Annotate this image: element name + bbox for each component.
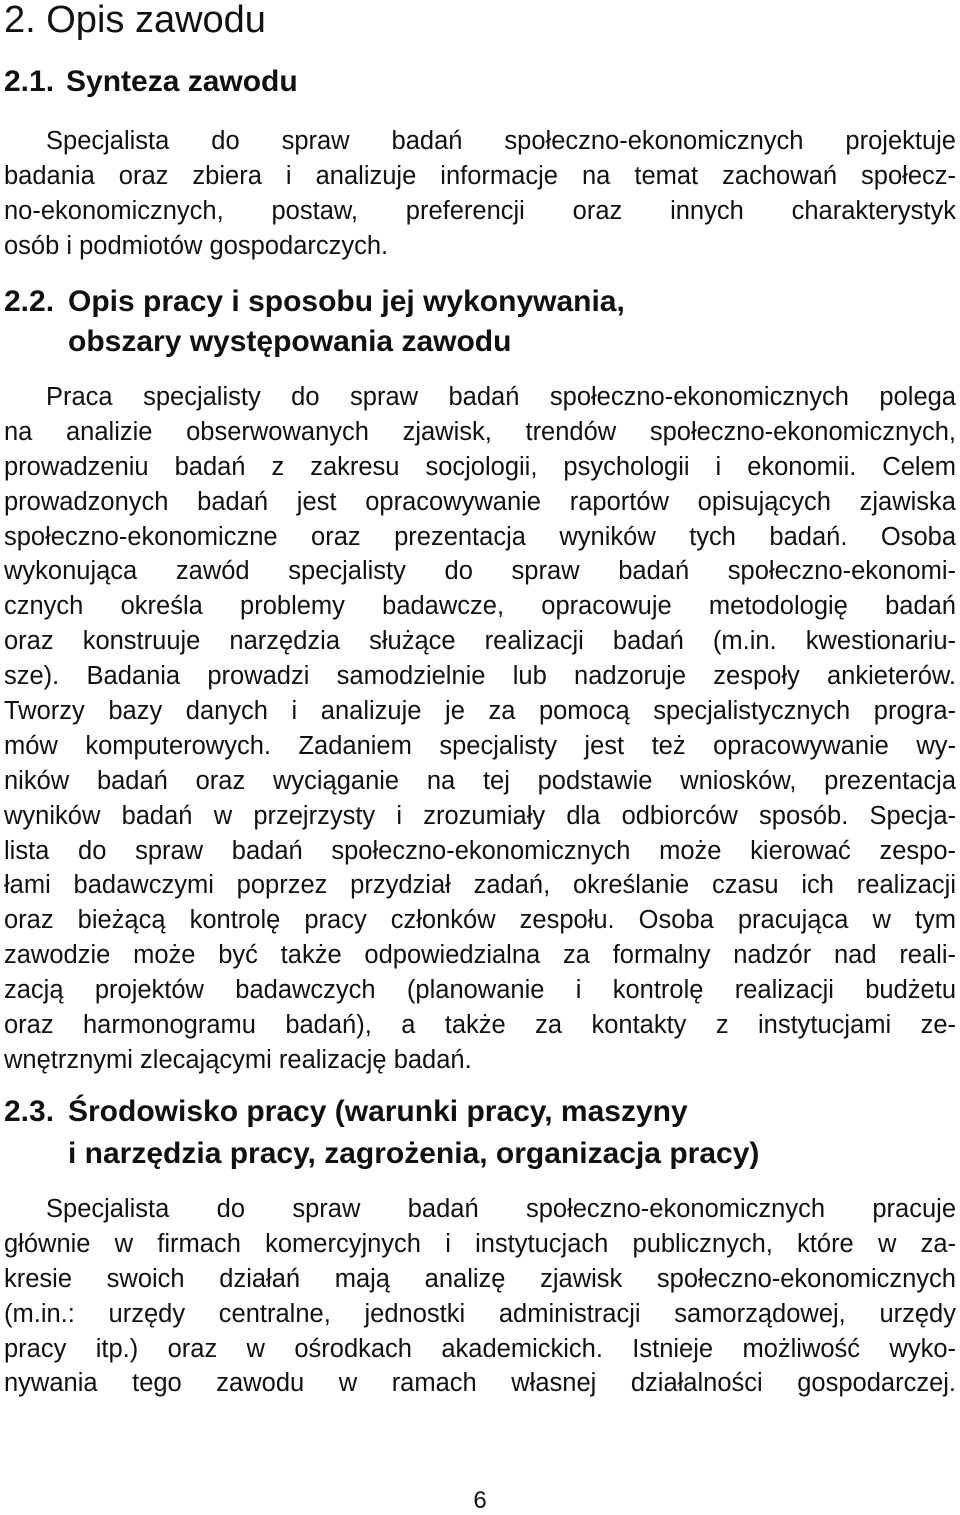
paragraph-line: wyników badań w przejrzysty i zrozumiały dla odbiorców sposób. Specja- xyxy=(4,801,956,830)
paragraph-line: osób i podmiotów gospodarczych. xyxy=(4,231,389,260)
paragraph-line: no-ekonomicznych, postaw, preferencji oraz innych charakterystyk xyxy=(4,196,956,225)
section-2-2-title-line1: Opis pracy i sposobu jej wykonywania, xyxy=(68,285,625,318)
paragraph-line: zawodzie może być także odpowiedzialna za formalny nadzór nad reali- xyxy=(4,941,956,970)
paragraph-line: sze). Badania prowadzi samodzielnie lub nadzoruje zespoły ankieterów. xyxy=(4,662,956,691)
section-2-2-paragraph xyxy=(4,380,956,1078)
paragraph-line: wykonująca zawód specjalisty do spraw badań społeczno-ekonomi- xyxy=(4,557,956,586)
section-2-2-title-line2: obszary występowania zawodu xyxy=(68,325,512,358)
paragraph-line: oraz konstruuje narzędzia służące realizacji badań (m.in. kwestionariu- xyxy=(4,627,956,656)
section-2-1-title: Synteza zawodu xyxy=(66,65,298,98)
paragraph-line: oraz harmonogramu badań), a także za kontakty z instytucjami ze- xyxy=(4,1011,956,1040)
paragraph-line: pracy itp.) oraz w ośrodkach akademickich. Istnieje możliwość wyko- xyxy=(4,1334,956,1363)
paragraph-line: prowadzonych badań jest opracowywanie raportów opisujących zjawiska xyxy=(4,487,956,516)
section-2-2-number: 2.2. xyxy=(4,285,55,318)
paragraph-line: badania oraz zbiera i analizuje informacje na temat zachowań społecz- xyxy=(4,161,956,190)
section-2-3-number: 2.3. xyxy=(4,1095,55,1128)
paragraph-line: lista do spraw badań społeczno-ekonomicznych może kierować zespo- xyxy=(4,836,956,865)
paragraph-line: mów komputerowych. Zadaniem specjalisty jest też opracowywanie wy- xyxy=(4,731,956,760)
section-2-3-heading xyxy=(4,1092,688,1132)
paragraph-line: łami badawczymi poprzez przydział zadań, określanie czasu ich realizacji xyxy=(4,871,956,900)
paragraph-line: Tworzy bazy danych i analizuje je za pomocą specjalistycznych progra- xyxy=(4,697,956,726)
paragraph-line: oraz bieżącą kontrolę pracy członków zespołu. Osoba pracująca w tym xyxy=(4,906,956,935)
section-2-2-heading xyxy=(4,282,625,322)
paragraph-line: głównie w firmach komercyjnych i instytucjach publicznych, które w za- xyxy=(4,1229,956,1258)
paragraph-line: nywania tego zawodu w ramach własnej działalności gospodarczej. xyxy=(4,1369,956,1398)
section-2-1-paragraph xyxy=(4,124,956,264)
section-2-1-heading xyxy=(4,62,298,102)
chapter-heading: 2. Opis zawodu xyxy=(4,0,266,41)
paragraph-line: na analizie obserwowanych zjawisk, trendów społeczno-ekonomicznych, xyxy=(4,417,956,446)
paragraph-line: kresie swoich działań mają analizę zjawisk społeczno-ekonomicznych xyxy=(4,1264,956,1293)
paragraph-line: ników badań oraz wyciąganie na tej podstawie wniosków, prezentacja xyxy=(4,766,956,795)
section-2-3-title-line1: Środowisko pracy (warunki pracy, maszyny xyxy=(68,1095,688,1128)
page-number: 6 xyxy=(473,1487,487,1514)
paragraph-line: Praca specjalisty do spraw badań społeczno-ekonomicznych polega xyxy=(46,383,956,411)
paragraph-line: Specjalista do spraw badań społeczno-ekonomicznych pracuje xyxy=(46,1195,956,1223)
paragraph-line: zacją projektów badawczych (planowanie i kontrolę realizacji budżetu xyxy=(4,976,956,1005)
paragraph-line: wnętrznymi zlecającymi realizację badań. xyxy=(4,1045,472,1074)
section-2-3-paragraph xyxy=(4,1192,956,1401)
section-2-3-title-line2: i narzędzia pracy, zagrożenia, organizacja pracy) xyxy=(68,1137,760,1170)
section-2-1-number: 2.1. xyxy=(4,65,55,98)
paragraph-line: prowadzeniu badań z zakresu socjologii, psychologii i ekonomii. Celem xyxy=(4,452,956,481)
paragraph-line: społeczno-ekonomiczne oraz prezentacja wyników tych badań. Osoba xyxy=(4,522,956,551)
paragraph-line: Specjalista do spraw badań społeczno-ekonomicznych projektuje xyxy=(46,127,956,155)
paragraph-line: cznych określa problemy badawcze, opracowuje metodologię badań xyxy=(4,592,956,621)
paragraph-line: (m.in.: urzędy centralne, jednostki administracji samorządowej, urzędy xyxy=(4,1299,956,1328)
